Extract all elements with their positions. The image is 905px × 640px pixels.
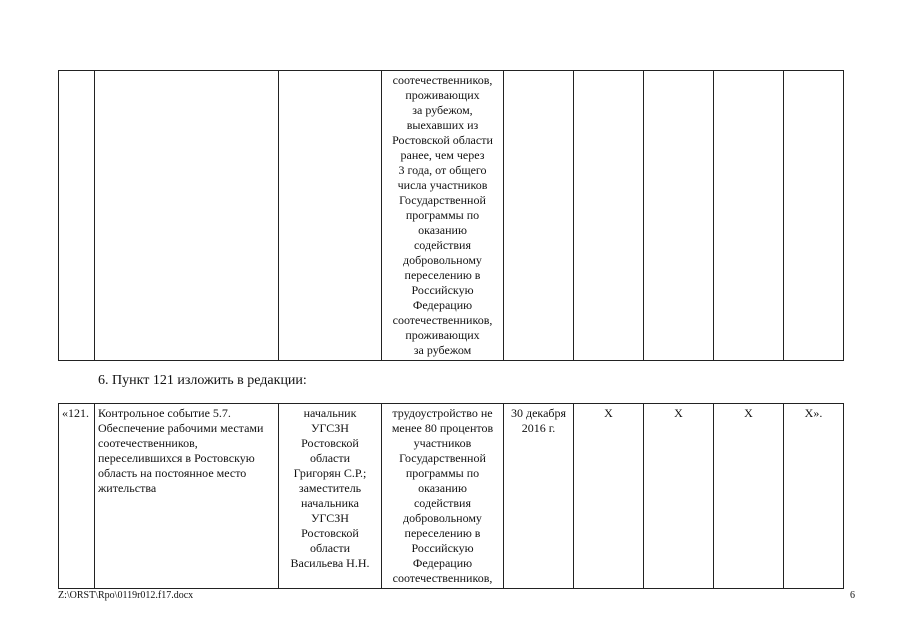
cell-number [59,71,95,361]
mark-text: Х». [804,406,823,420]
cell-mark [644,404,714,589]
text-line: участников [413,436,472,450]
text-line: Российскую [411,283,474,297]
cell-mark [714,71,784,361]
text-line: добровольному [403,253,482,267]
text-line: Обеспечение рабочими местами [98,421,264,435]
text-line: ранее, чем через [400,148,485,162]
mark-text: Х [744,406,753,420]
text-line: область на постоянное место [98,466,247,480]
text-line: числа участников [397,178,488,192]
text-line: Контрольное событие 5.7. [98,406,231,420]
text-line: начальник [303,406,357,420]
cell-number [59,404,95,589]
text-line: начальника [300,496,359,510]
cell-mark [574,71,644,361]
footer-page-number: 6 [850,590,855,601]
text-line: Государственной [399,193,486,207]
mark-text: Х [604,406,613,420]
cell-mark [784,71,844,361]
text-line: содействия [413,238,471,252]
table-row [59,71,844,361]
table-item-121 [58,403,844,589]
text-line: жительства [98,481,157,495]
text-line: области [309,451,351,465]
text-line: Васильева Н.Н. [290,556,370,570]
text-line: Ростовской области [392,133,493,147]
text-line: Григорян С.Р.; [293,466,367,480]
text-line: УГСЗН [311,421,349,435]
item-number: «121. [62,406,89,420]
table-continuation [58,70,844,361]
cell-event [95,404,279,589]
cell-mark [644,71,714,361]
text-line: программы по [405,466,480,480]
text-line: менее 80 процентов [391,421,494,435]
text-line: Федерацию [412,556,473,570]
text-line: проживающих [405,88,480,102]
text-line: 2016 г. [521,421,556,435]
footer-file-path: Z:\ORST\Rpo\0119r012.f17.docx [58,590,194,601]
cell-indicator [382,71,504,361]
cell-mark [784,404,844,589]
text-line: соотечественников, [392,73,493,87]
text-line: переселению в [404,526,481,540]
text-line: соотечественников, [98,436,198,450]
text-line: трудоустройство не [392,406,493,420]
cell-event [95,71,279,361]
cell-responsible [279,71,382,361]
cell-indicator [382,404,504,589]
text-line: 3 года, от общего [398,163,487,177]
text-line: оказанию [418,223,467,237]
cell-mark [574,404,644,589]
text-line: Ростовской [301,526,359,540]
text-line: заместитель [298,481,362,495]
text-line: программы по [405,208,480,222]
table-row [59,404,844,589]
text-line: переселившихся в Ростовскую [98,451,255,465]
cell-responsible [279,404,382,589]
text-line: УГСЗН [311,511,349,525]
cell-deadline [504,71,574,361]
text-line: Федерацию [412,298,473,312]
section-heading: 6. Пункт 121 изложить в редакции: [98,373,307,388]
text-line: за рубежом, [412,103,473,117]
text-line: проживающих [405,328,480,342]
text-line: соотечественников, [392,313,493,327]
text-line: оказанию [418,481,467,495]
mark-text: Х [674,406,683,420]
text-line: Российскую [411,541,474,555]
cell-mark [714,404,784,589]
text-line: Государственной [399,451,486,465]
text-line: за рубежом [413,343,472,357]
text-line: выехавших из [406,118,479,132]
text-line: соотечественников, [392,571,493,585]
text-line: переселению в [404,268,481,282]
text-line: области [309,541,351,555]
text-line: содействия [413,496,471,510]
cell-deadline [504,404,574,589]
text-line: Ростовской [301,436,359,450]
text-line: добровольному [403,511,482,525]
text-line: 30 декабря [510,406,567,420]
